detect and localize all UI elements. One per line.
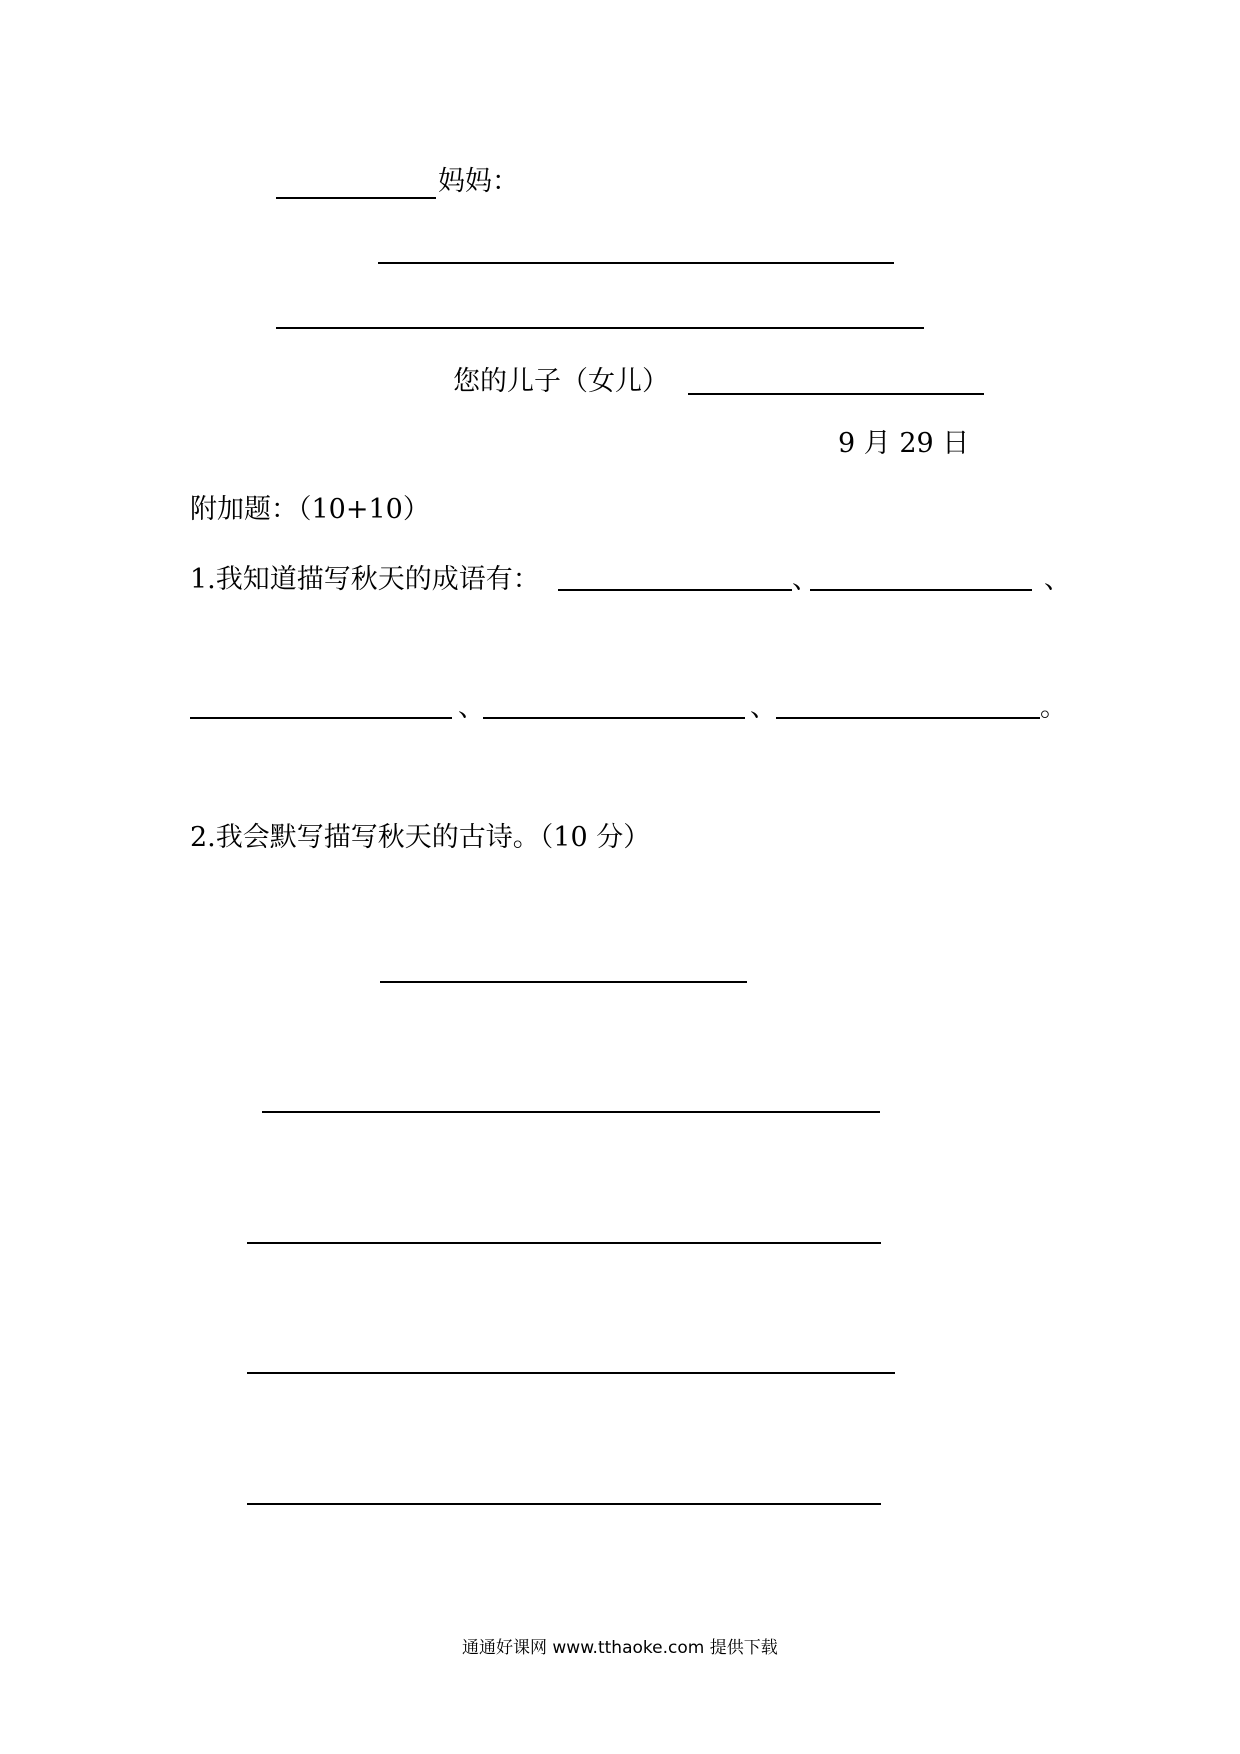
separator-comma: 、 xyxy=(792,564,819,595)
blank-signature[interactable] xyxy=(688,393,984,395)
separator-comma: 、 xyxy=(1044,564,1071,595)
blank-poem-title[interactable] xyxy=(380,981,747,983)
footer-text: 通通好课网 www.tthaoke.com 提供下载 xyxy=(462,1638,778,1658)
blank-letter-line-2[interactable] xyxy=(276,327,924,329)
signature-label: 您的儿子（女儿） xyxy=(453,366,669,397)
period: 。 xyxy=(1040,692,1067,723)
blank-idiom-5[interactable] xyxy=(776,717,1040,719)
blank-idiom-4[interactable] xyxy=(483,717,745,719)
letter-date: 9 月 29 日 xyxy=(838,428,970,459)
blank-poem-author[interactable] xyxy=(262,1111,880,1113)
salutation: 妈妈： xyxy=(438,166,519,197)
separator-comma: 、 xyxy=(750,692,777,723)
bonus-heading: 附加题：（10+10） xyxy=(190,494,430,525)
blank-idiom-2[interactable] xyxy=(810,589,1032,591)
question-2-text: 2.我会默写描写秋天的古诗。（10 分） xyxy=(190,822,651,853)
blank-poem-line-1[interactable] xyxy=(247,1242,881,1244)
blank-idiom-1[interactable] xyxy=(558,589,792,591)
blank-poem-line-3[interactable] xyxy=(247,1503,881,1505)
separator-comma: 、 xyxy=(458,692,485,723)
blank-idiom-3[interactable] xyxy=(190,717,452,719)
blank-poem-line-2[interactable] xyxy=(247,1372,895,1374)
blank-letter-line-1[interactable] xyxy=(378,262,894,264)
blank-recipient[interactable] xyxy=(276,197,436,199)
question-1-text: 1.我知道描写秋天的成语有： xyxy=(190,564,540,595)
